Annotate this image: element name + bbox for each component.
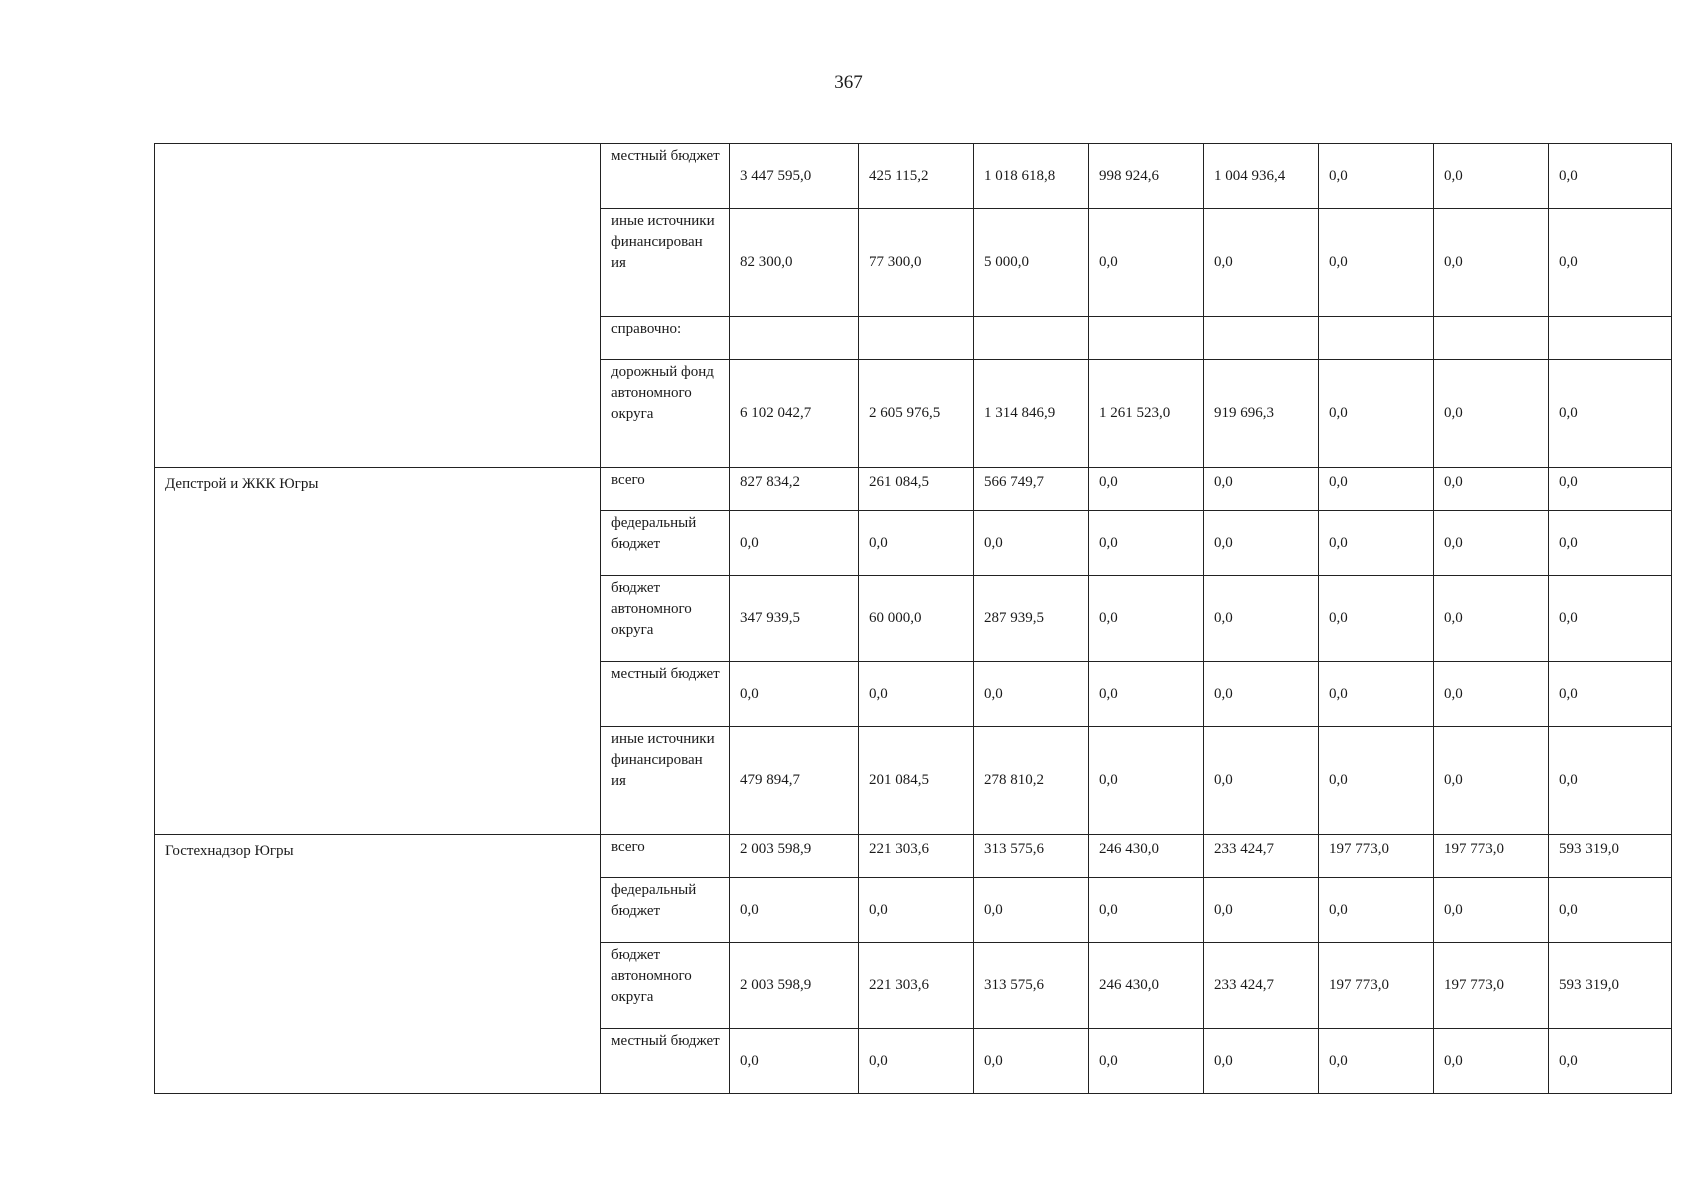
value-cell (1319, 317, 1434, 360)
value-cell: 0,0 (1319, 209, 1434, 317)
source-cell: иные источники финансирован ия (601, 209, 730, 317)
value-cell: 0,0 (730, 878, 859, 943)
value-cell: 0,0 (1549, 209, 1672, 317)
value-cell: 0,0 (1204, 511, 1319, 576)
value-cell: 827 834,2 (730, 468, 859, 511)
value-cell: 0,0 (1434, 209, 1549, 317)
value-cell: 0,0 (1089, 209, 1204, 317)
value-cell: 0,0 (1434, 576, 1549, 662)
value-cell: 313 575,6 (974, 943, 1089, 1029)
value-cell: 0,0 (1319, 511, 1434, 576)
value-cell (974, 317, 1089, 360)
value-cell: 0,0 (730, 662, 859, 727)
value-cell: 0,0 (1089, 662, 1204, 727)
value-cell: 233 424,7 (1204, 835, 1319, 878)
table-row (155, 468, 1672, 511)
value-cell: 0,0 (1089, 511, 1204, 576)
value-cell: 0,0 (1434, 468, 1549, 511)
source-cell: местный бюджет (601, 144, 730, 209)
value-cell: 261 084,5 (859, 468, 974, 511)
value-cell: 5 000,0 (974, 209, 1089, 317)
value-cell: 0,0 (1549, 662, 1672, 727)
value-cell: 0,0 (1549, 878, 1672, 943)
value-cell: 0,0 (1549, 144, 1672, 209)
value-cell: 2 003 598,9 (730, 943, 859, 1029)
value-cell: 246 430,0 (1089, 835, 1204, 878)
value-cell: 0,0 (1204, 209, 1319, 317)
value-cell: 77 300,0 (859, 209, 974, 317)
source-cell: бюджет автономного округа (601, 576, 730, 662)
value-cell: 0,0 (1204, 878, 1319, 943)
value-cell: 0,0 (1319, 468, 1434, 511)
value-cell: 3 447 595,0 (730, 144, 859, 209)
value-cell: 0,0 (1204, 576, 1319, 662)
value-cell: 221 303,6 (859, 835, 974, 878)
source-cell: иные источники финансирован ия (601, 727, 730, 835)
value-cell: 1 261 523,0 (1089, 360, 1204, 468)
org-cell: Гостехнадзор Югры (155, 835, 601, 1094)
value-cell (1549, 317, 1672, 360)
table-row (155, 144, 1672, 209)
value-cell: 0,0 (1319, 662, 1434, 727)
source-cell: местный бюджет (601, 1029, 730, 1094)
value-cell: 233 424,7 (1204, 943, 1319, 1029)
value-cell: 0,0 (974, 662, 1089, 727)
value-cell: 246 430,0 (1089, 943, 1204, 1029)
value-cell (730, 317, 859, 360)
source-cell: местный бюджет (601, 662, 730, 727)
value-cell: 1 314 846,9 (974, 360, 1089, 468)
value-cell: 0,0 (1549, 511, 1672, 576)
value-cell: 0,0 (1434, 662, 1549, 727)
value-cell: 0,0 (1204, 727, 1319, 835)
value-cell: 197 773,0 (1434, 835, 1549, 878)
value-cell: 0,0 (1089, 1029, 1204, 1094)
value-cell: 0,0 (1549, 576, 1672, 662)
org-cell (155, 144, 601, 468)
value-cell: 0,0 (859, 511, 974, 576)
value-cell: 278 810,2 (974, 727, 1089, 835)
value-cell: 593 319,0 (1549, 943, 1672, 1029)
page-number: 367 (834, 72, 863, 93)
value-cell: 0,0 (1319, 576, 1434, 662)
value-cell: 0,0 (1549, 360, 1672, 468)
value-cell: 0,0 (859, 662, 974, 727)
value-cell: 0,0 (1319, 360, 1434, 468)
value-cell: 197 773,0 (1319, 835, 1434, 878)
org-cell: Депстрой и ЖКК Югры (155, 468, 601, 835)
value-cell: 1 018 618,8 (974, 144, 1089, 209)
value-cell: 2 605 976,5 (859, 360, 974, 468)
value-cell: 1 004 936,4 (1204, 144, 1319, 209)
value-cell: 6 102 042,7 (730, 360, 859, 468)
value-cell: 0,0 (1204, 662, 1319, 727)
value-cell: 0,0 (974, 1029, 1089, 1094)
value-cell: 0,0 (1089, 727, 1204, 835)
value-cell: 2 003 598,9 (730, 835, 859, 878)
value-cell: 0,0 (1434, 511, 1549, 576)
source-cell: всего (601, 468, 730, 511)
value-cell: 221 303,6 (859, 943, 974, 1029)
value-cell: 0,0 (1089, 468, 1204, 511)
value-cell: 425 115,2 (859, 144, 974, 209)
value-cell: 479 894,7 (730, 727, 859, 835)
table-row (155, 835, 1672, 878)
value-cell: 0,0 (974, 511, 1089, 576)
value-cell: 0,0 (1434, 727, 1549, 835)
source-cell: федеральный бюджет (601, 511, 730, 576)
value-cell: 0,0 (1089, 576, 1204, 662)
value-cell: 0,0 (1434, 360, 1549, 468)
value-cell: 566 749,7 (974, 468, 1089, 511)
value-cell: 0,0 (1204, 1029, 1319, 1094)
value-cell (1204, 317, 1319, 360)
value-cell: 0,0 (1434, 878, 1549, 943)
value-cell: 0,0 (859, 1029, 974, 1094)
value-cell: 0,0 (730, 1029, 859, 1094)
value-cell: 313 575,6 (974, 835, 1089, 878)
value-cell (1089, 317, 1204, 360)
budget-table (154, 143, 1672, 1094)
value-cell: 998 924,6 (1089, 144, 1204, 209)
source-cell: дорожный фонд автономного округа (601, 360, 730, 468)
source-cell: бюджет автономного округа (601, 943, 730, 1029)
value-cell: 287 939,5 (974, 576, 1089, 662)
value-cell: 0,0 (1434, 1029, 1549, 1094)
value-cell: 197 773,0 (1319, 943, 1434, 1029)
value-cell: 82 300,0 (730, 209, 859, 317)
value-cell (1434, 317, 1549, 360)
value-cell (859, 317, 974, 360)
value-cell: 0,0 (1319, 878, 1434, 943)
value-cell: 0,0 (1089, 878, 1204, 943)
value-cell: 0,0 (1204, 468, 1319, 511)
value-cell: 0,0 (859, 878, 974, 943)
value-cell: 197 773,0 (1434, 943, 1549, 1029)
value-cell: 60 000,0 (859, 576, 974, 662)
value-cell: 0,0 (1319, 1029, 1434, 1094)
value-cell: 201 084,5 (859, 727, 974, 835)
value-cell: 0,0 (1434, 144, 1549, 209)
source-cell: всего (601, 835, 730, 878)
value-cell: 0,0 (1549, 468, 1672, 511)
source-cell: федеральный бюджет (601, 878, 730, 943)
value-cell: 0,0 (974, 878, 1089, 943)
value-cell: 593 319,0 (1549, 835, 1672, 878)
value-cell: 0,0 (1319, 727, 1434, 835)
value-cell: 0,0 (1319, 144, 1434, 209)
value-cell: 919 696,3 (1204, 360, 1319, 468)
value-cell: 0,0 (730, 511, 859, 576)
value-cell: 0,0 (1549, 1029, 1672, 1094)
value-cell: 0,0 (1549, 727, 1672, 835)
source-cell: справочно: (601, 317, 730, 360)
value-cell: 347 939,5 (730, 576, 859, 662)
